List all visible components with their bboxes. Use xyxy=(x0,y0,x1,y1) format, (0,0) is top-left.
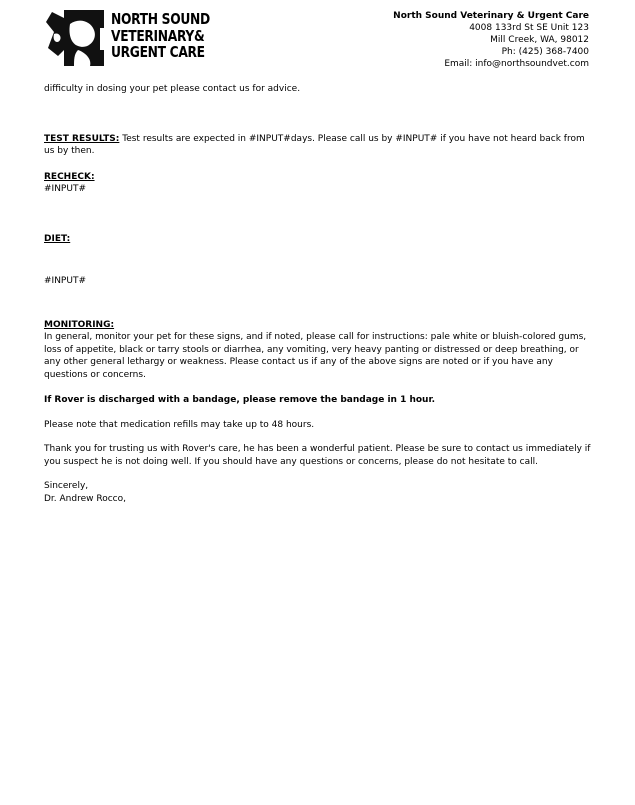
pet-silhouette-icon xyxy=(44,10,108,66)
test-results-text: Test results are expected in #INPUT#days. Please call us by #INPUT# if you have not heard back from us by then. xyxy=(44,133,585,156)
logo-line: NORTH SOUND xyxy=(111,10,210,28)
diet-value: #INPUT# xyxy=(44,276,86,286)
intro-tail: difficulty in dosing your pet please contact us for advice. xyxy=(44,84,301,94)
clinic-phone: Ph: (425) 368-7400 xyxy=(501,47,589,57)
letter-body xyxy=(44,83,592,505)
test-results-paragraph xyxy=(44,133,592,158)
bandage-notice: If Rover is discharged with a bandage, please remove the bandage in 1 hour. xyxy=(44,395,436,405)
logo-line: URGENT CARE xyxy=(111,43,205,61)
clinic-address: 4008 133rd St SE Unit 123 xyxy=(469,23,589,33)
logo-line: VETERINARY& xyxy=(111,26,205,45)
clinic-name: North Sound Veterinary & Urgent Care xyxy=(393,11,589,21)
thanks-paragraph: Thank you for trusting us with Rover's care, he has been a wonderful patient. Please be sure to contact us immediately if you suspect he is not doing well. If you should have any questions or concerns, please do not hesitate to call. xyxy=(44,444,591,467)
monitoring-text: In general, monitor your pet for these signs, and if noted, please call for instructions: pale white or bluish-colored gums, loss of appetite, black or tarry stools or diarrhea, any vomiting, very heavy panting or distressed or deep breathing, or any other general lethargy or weakness. Please contact us if any of the above signs are noted or if you have any questions or concerns. xyxy=(44,332,587,380)
monitoring-label: MONITORING: xyxy=(44,319,115,330)
logo-wordmark xyxy=(111,11,210,61)
diet-label: DIET: xyxy=(44,233,71,244)
signature: Dr. Andrew Rocco, xyxy=(44,493,126,504)
recheck-label: RECHECK: xyxy=(44,171,95,182)
clinic-contact-block xyxy=(393,10,589,70)
test-results-label: TEST RESULTS: xyxy=(44,133,120,144)
clinic-city: Mill Creek, WA, 98012 xyxy=(490,35,589,45)
refill-note: Please note that medication refills may take up to 48 hours. xyxy=(44,419,315,430)
closing: Sincerely, xyxy=(44,481,89,491)
recheck-value: #INPUT# xyxy=(44,184,86,194)
clinic-logo xyxy=(44,10,210,66)
clinic-email: Email: info@northsoundvet.com xyxy=(444,59,589,69)
